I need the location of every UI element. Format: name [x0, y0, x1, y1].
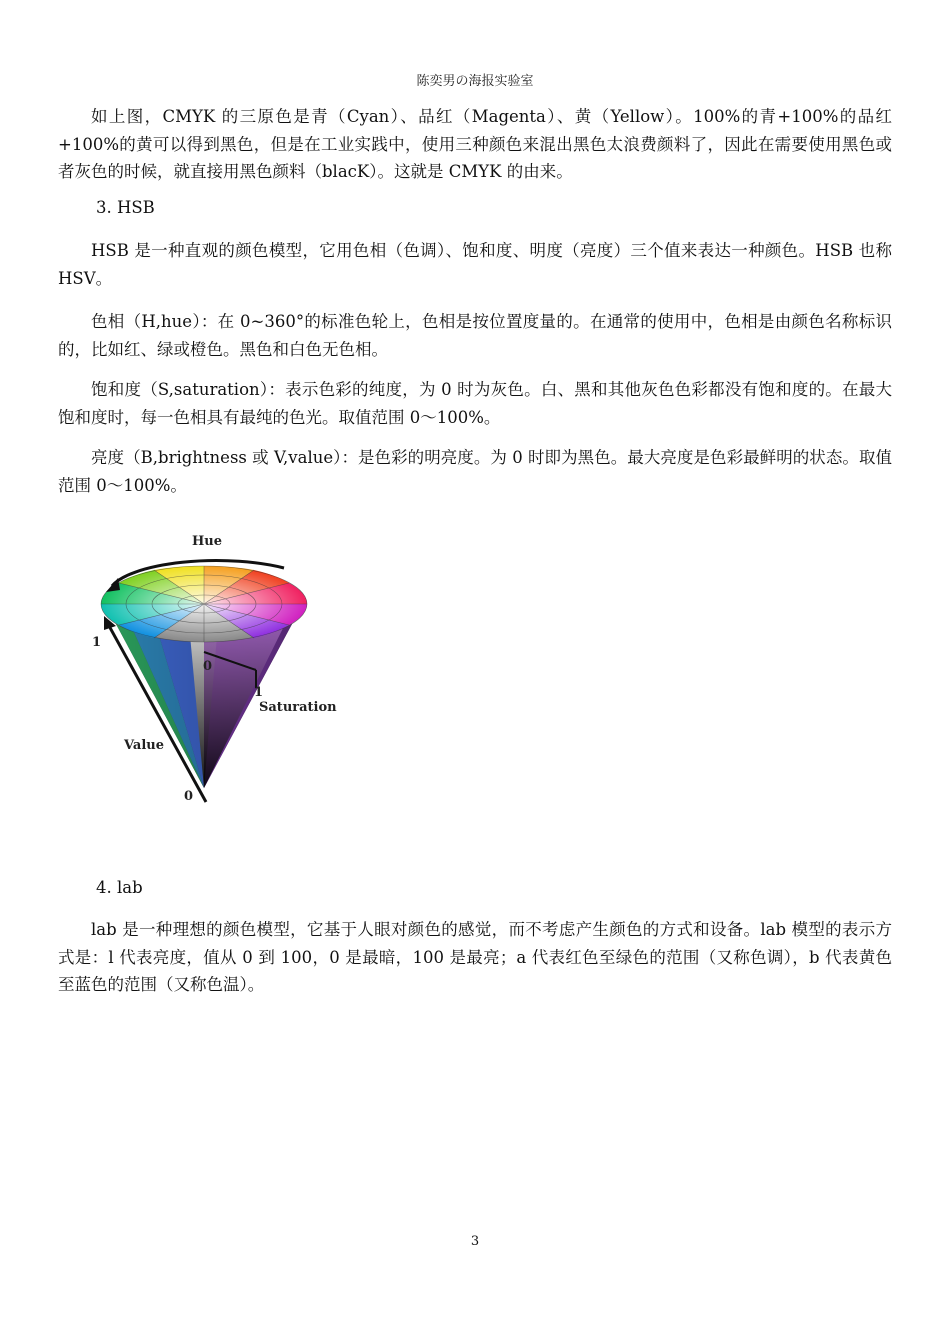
paragraph-lab: lab 是一种理想的颜色模型，它基于人眼对颜色的感觉，而不考虑产生颜色的方式和设备。lab 模型的表示方式是：l 代表亮度，值从 0 到 100，0 是最暗，100 是最亮；a 代表红色至绿色的范围（又称色调），b 代表黄色至蓝色的范围（又称色温）。	[58, 920, 892, 994]
paragraph-brightness: 亮度（B,brightness 或 V,value）：是色彩的明亮度。为 0 时即为黑色。最大亮度是色彩最鲜明的状态。取值范围 0～100%。	[58, 448, 892, 495]
paragraph-lab-block	[58, 916, 892, 999]
hue-wheel-top	[101, 566, 307, 642]
value-bottom-label: 0	[184, 789, 194, 804]
page-number: 3	[470, 1234, 480, 1249]
paragraph-cmyk: 如上图，CMYK 的三原色是青（Cyan）、品红（Magenta）、黄（Yellow）。100%的青+100%的品红+100%的黄可以得到黑色，但是在工业实践中，使用三种颜色来混出黑色太浪费颜料了，因此在需要使用黑色或者灰色的时候，就直接用黑色颜料（blacK）。这就是 CMYK 的由来。	[58, 107, 892, 181]
value-label: Value	[124, 738, 164, 753]
paragraph-hue: 色相（H,hue）：在 0~360°的标准色轮上，色相是按位置度量的。在通常的使用中，色相是由颜色名称标识的，比如红、绿或橙色。黑色和白色无色相。	[58, 312, 892, 359]
paragraph-hue-block	[58, 308, 892, 363]
hsv-cone-figure	[84, 520, 344, 810]
hsv-cone-image	[84, 520, 344, 810]
saturation-label: Saturation	[259, 700, 337, 715]
paragraph-saturation-block	[58, 376, 892, 431]
paragraph-hsb-intro: HSB 是一种直观的颜色模型，它用色相（色调）、饱和度、明度（亮度）三个值来表达一种颜色。HSB 也称 HSV。	[58, 241, 892, 288]
saturation-zero-label: 0	[203, 659, 213, 674]
value-top-label: 1	[92, 635, 102, 650]
heading-lab: 4. lab	[96, 878, 143, 897]
paragraph-saturation: 饱和度（S,saturation）：表示色彩的纯度，为 0 时为灰色。白、黑和其他灰色色彩都没有饱和度的。在最大饱和度时，每一色相具有最纯的色光。取值范围 0～100%。	[58, 380, 892, 427]
paragraph-hsb-block	[58, 237, 892, 292]
paragraph-cmyk-block	[58, 103, 892, 186]
saturation-one-label: 1	[254, 685, 264, 700]
heading-hsb: 3. HSB	[96, 198, 155, 217]
paragraph-brightness-block	[58, 444, 892, 499]
page-header: 陈奕男の海报实验室	[416, 74, 534, 89]
hue-label: Hue	[192, 534, 223, 549]
